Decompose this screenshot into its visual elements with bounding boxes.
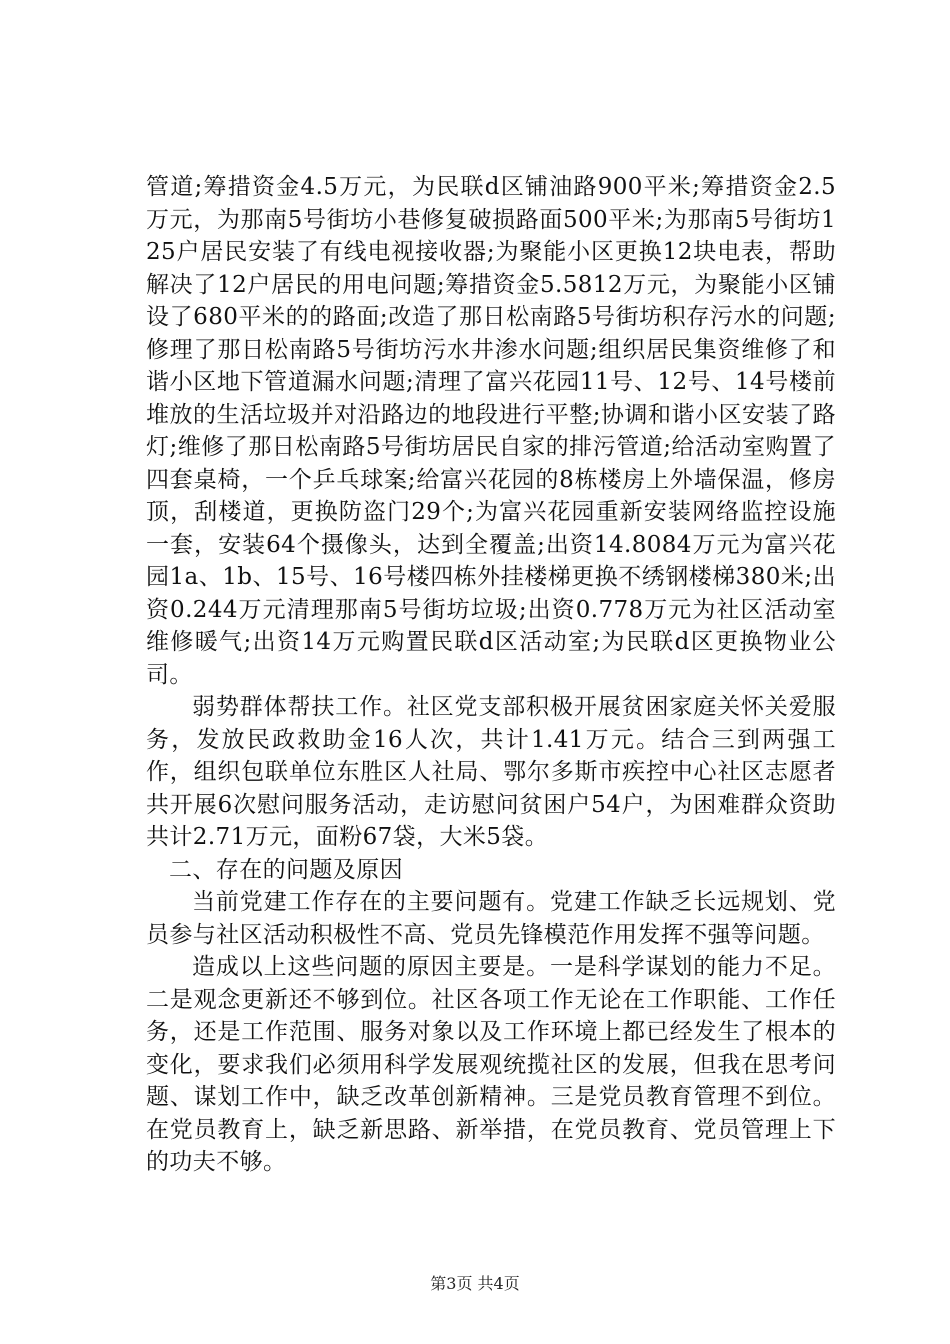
paragraph-main-problems: 当前党建工作存在的主要问题有。党建工作缺乏长远规划、党员参与社区活动积极性不高、党员先锋模范作用发挥不强等问题。 bbox=[146, 889, 836, 948]
paragraph-vulnerable-groups: 弱势群体帮扶工作。社区党支部积极开展贫困家庭关怀关爱服务，发放民政救助金16人次，共计1.41万元。结合三到两强工作，组织包联单位东胜区人社局、鄂尔多斯市疾控中心社区志愿者共开展6次慰问服务活动，走访慰问贫困户54户，为困难群众资助共计2.71万元，面粉67袋，大米5袋。 bbox=[146, 694, 836, 850]
page-number-footer: 第3页 共4页 bbox=[430, 1274, 520, 1293]
paragraph-infrastructure: 管道;筹措资金4.5万元，为民联d区铺油路900平米;筹措资金2.5万元，为那南5号街坊小巷修复破损路面500平米;为那南5号街坊125户居民安装了有线电视接收器;为聚能小区更换12块电表，帮助解决了12户居民的用电问题;筹措资金5.5812万元，为聚能小区铺设了680平米的的路面;改造了那日松南路5号街坊积存污水的问题;修理了那日松南路5号街坊污水井渗水问题;组织居民集资维修了和谐小区地下管道漏水问题;清理了富兴花园11号、12号、14号楼前堆放的生活垃圾并对沿路边的地段进行平整;协调和谐小区安装了路灯;维修了那日松南路5号街坊居民自家的排污管道;给活动室购置了四套桌椅，一个乒乓球案;给富兴花园的8栋楼房上外墙保温，修房顶，刮楼道，更换防盗门29个;为富兴花园重新安装网络监控设施一套，安装64个摄像头，达到全覆盖;出资14.8084万元为富兴花园1a、1b、15号、16号楼四栋外挂楼梯更换不绣钢楼梯380米;出资0.244万元清理那南5号街坊垃圾;出资0.778万元为社区活动室维修暖气;出资14万元购置民联d区活动室;为民联d区更换物业公司。 bbox=[146, 174, 836, 688]
document-body bbox=[146, 171, 836, 1179]
paragraph-causes: 造成以上这些问题的原因主要是。一是科学谋划的能力不足。二是观念更新还不够到位。社区各项工作无论在工作职能、工作任务，还是工作范围、服务对象以及工作环境上都已经发生了根本的变化，要求我们必须用科学发展观统揽社区的发展，但我在思考问题、谋划工作中，缺乏改革创新精神。三是党员教育管理不到位。在党员教育上，缺乏新思路、新举措，在党员教育、党员管理上下的功夫不够。 bbox=[146, 954, 836, 1175]
section-heading-problems: 二、存在的问题及原因 bbox=[169, 856, 403, 883]
